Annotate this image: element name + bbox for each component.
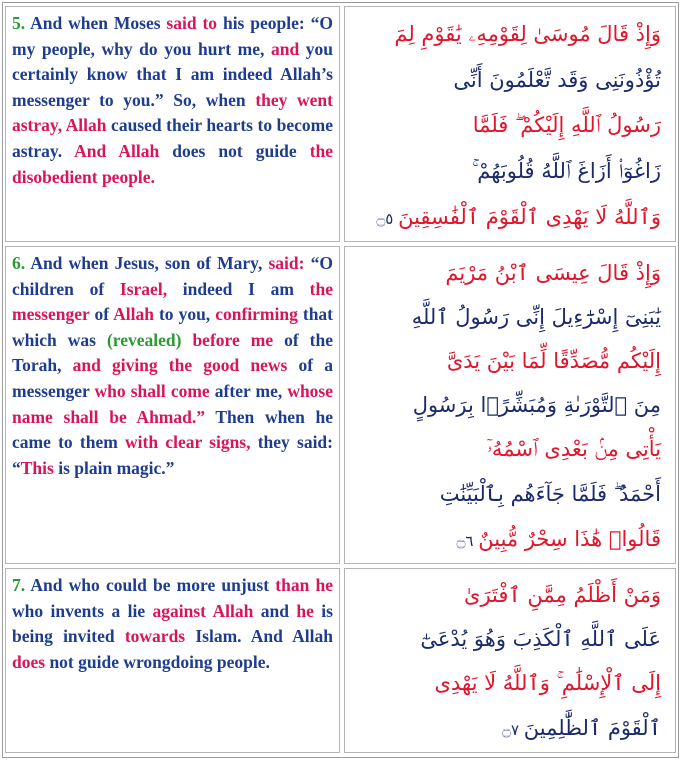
arabic-line-text: ٱلْقَوْمَ ٱلظَّٰلِمِينَ bbox=[523, 716, 661, 740]
arabic-line bbox=[359, 113, 661, 138]
arabic-line-text: أَحْمَدُ ۖ فَلَمَّا جَآءَهُم بِٱلْبَيِّنَٰتِ bbox=[439, 482, 661, 506]
english-translation-6 bbox=[5, 246, 340, 564]
english-translation-7 bbox=[5, 568, 340, 753]
english-segment: And when Jesus, son of Mary, bbox=[30, 253, 269, 273]
english-segment: you certainly know that I am indeed Allah’s messenger to you.” So, when bbox=[12, 38, 333, 110]
arabic-line bbox=[359, 305, 661, 329]
arabic-line bbox=[359, 349, 661, 373]
english-segment: of bbox=[89, 304, 114, 325]
english-segment: before bbox=[181, 329, 251, 350]
arabic-line bbox=[359, 437, 661, 462]
arabic-line-text: يَٰبَنِىٓ إِسْرَٰٓءِيلَ إِنِّى رَسُولُ ٱللَّهِ bbox=[411, 305, 661, 329]
english-segment: Allah bbox=[113, 304, 154, 325]
english-segment: his people: “O my people, why do you hurt me, bbox=[12, 13, 333, 59]
english-segment: is plain magic.” bbox=[53, 457, 175, 478]
english-segment: And who could be more unjust bbox=[30, 575, 276, 595]
english-text-6 bbox=[12, 251, 333, 481]
english-segment: does bbox=[12, 651, 46, 672]
english-segment: whose name shall be Ahmad.” bbox=[12, 380, 334, 427]
verse-number-5: 5. bbox=[12, 13, 26, 33]
english-segment: Islam. And Allah bbox=[185, 626, 334, 647]
english-segment: and bbox=[253, 600, 297, 621]
arabic-line-text: تُؤْذُونَنِى وَقَد تَّعْلَمُونَ أَنِّى bbox=[453, 67, 661, 92]
english-segment: indeed I am bbox=[167, 278, 310, 299]
english-segment: with clear signs, bbox=[125, 432, 251, 453]
english-segment: after me, bbox=[209, 380, 288, 401]
arabic-text-5 bbox=[344, 6, 676, 242]
arabic-line bbox=[359, 22, 661, 47]
arabic-line-text: وَإِذْ قَالَ عِيسَى ٱبْنُ مَرْيَمَ bbox=[445, 261, 661, 285]
english-segments-7 bbox=[12, 575, 333, 672]
arabic-line bbox=[359, 716, 661, 740]
verse-number-6: 6. bbox=[12, 253, 26, 273]
english-text-5 bbox=[12, 11, 333, 190]
english-segment: me bbox=[250, 329, 274, 350]
english-segment: (revealed) bbox=[106, 329, 182, 350]
english-translation-5 bbox=[5, 6, 340, 242]
arabic-line-text: عَلَى ٱللَّهِ ٱلْكَذِبَ وَهُوَ يُدْعَىٰٓ bbox=[420, 627, 661, 651]
english-segment: does not guide bbox=[159, 140, 310, 161]
english-segment: And when Moses bbox=[30, 13, 167, 33]
verse-end-marker: ۝٧ bbox=[502, 721, 524, 739]
english-segment: and giving the good news bbox=[72, 355, 288, 376]
arabic-line-text: زَاغُوٓا۟ أَزَاغَ ٱللَّهُ قُلُوبَهُمْ ۚ bbox=[472, 158, 661, 183]
arabic-line-text: مِنَ ٱلتَّوْرَىٰةِ وَمُبَشِّرًۢا بِرَسُولٍ bbox=[412, 393, 661, 417]
english-segment: Israel, bbox=[119, 278, 168, 299]
english-segment: he bbox=[296, 600, 314, 621]
verse-table bbox=[2, 2, 679, 758]
english-segment: Then when he came to them bbox=[12, 406, 333, 453]
english-segment: caused their hearts to become astray. bbox=[12, 115, 333, 161]
verse-row-5 bbox=[5, 6, 676, 242]
arabic-line-text: إِلَيْكُم مُّصَدِّقًا لِّمَا بَيْنَ يَدَىَّ bbox=[446, 349, 661, 373]
english-segment: This bbox=[20, 457, 54, 478]
arabic-text-7 bbox=[344, 568, 676, 753]
english-segment: they went astray, bbox=[12, 89, 333, 136]
english-segment: And Allah bbox=[74, 140, 160, 161]
english-segments-6 bbox=[12, 253, 333, 478]
arabic-line-text: يَأْتِى مِنۢ بَعْدِى ٱسْمُهُۥٓ bbox=[486, 437, 661, 461]
english-segment: to you, bbox=[153, 304, 216, 325]
arabic-line-text: وَمَنْ أَظْلَمُ مِمَّنِ ٱفْتَرَىٰ bbox=[464, 583, 661, 607]
english-segment: of a messenger bbox=[12, 355, 333, 401]
english-segment: is being invited bbox=[12, 600, 333, 647]
arabic-line bbox=[359, 627, 661, 651]
english-text-7 bbox=[12, 573, 333, 675]
arabic-line-text: قَالُوا۟ هَٰذَا سِحْرٌ مُّبِينٌ bbox=[478, 527, 661, 551]
english-segment: towards bbox=[124, 626, 186, 647]
arabic-line bbox=[359, 482, 661, 507]
arabic-line bbox=[359, 393, 661, 417]
english-segment: against Allah bbox=[152, 600, 254, 621]
english-segment: “O children of bbox=[12, 253, 333, 299]
english-segment: they said: “ bbox=[12, 432, 333, 478]
arabic-line bbox=[359, 583, 661, 607]
arabic-line-text: إِلَى ٱلْإِسْلَٰمِ ۚ وَٱللَّهُ لَا يَهْدِى bbox=[434, 671, 661, 695]
english-segment: and bbox=[270, 38, 300, 59]
english-segment: that which was bbox=[12, 304, 333, 350]
arabic-line bbox=[359, 261, 661, 285]
english-segments-5 bbox=[12, 13, 333, 187]
english-segment: of the Torah, bbox=[12, 329, 334, 376]
english-segment: said to bbox=[166, 13, 218, 33]
english-segment: Allah bbox=[65, 115, 107, 136]
english-segment: said: bbox=[268, 253, 305, 273]
verse-end-marker: ۝٥ bbox=[376, 209, 399, 228]
verse-number-7: 7. bbox=[12, 575, 26, 595]
verse-row-7 bbox=[5, 568, 676, 753]
verse-end-marker: ۝٦ bbox=[456, 532, 479, 550]
english-segment: the disobedient people. bbox=[12, 140, 334, 187]
arabic-line-text: وَٱللَّهُ لَا يَهْدِى ٱلْقَوْمَ ٱلْفَٰسِقِينَ bbox=[398, 204, 661, 229]
english-segment: than he bbox=[275, 575, 333, 595]
arabic-line bbox=[359, 159, 661, 184]
verse-row-6 bbox=[5, 246, 676, 564]
arabic-line-text: رَسُولُ ٱللَّهِ إِلَيْكُمْ ۖ فَلَمَّا bbox=[472, 112, 661, 137]
english-segment: not guide wrongdoing people. bbox=[45, 651, 270, 672]
english-segment: confirming bbox=[215, 304, 298, 325]
arabic-line bbox=[359, 205, 661, 229]
arabic-line bbox=[359, 527, 661, 551]
arabic-line bbox=[359, 671, 661, 696]
english-segment: the messenger bbox=[12, 278, 333, 325]
arabic-text-6 bbox=[344, 246, 676, 564]
english-segment: who shall come bbox=[94, 380, 210, 401]
arabic-line-text: وَإِذْ قَالَ مُوسَىٰ لِقَوْمِهِۦ يَٰقَوْمِ لِمَ bbox=[394, 21, 661, 46]
english-segment: who invents a lie bbox=[12, 600, 153, 621]
arabic-line bbox=[359, 68, 661, 92]
